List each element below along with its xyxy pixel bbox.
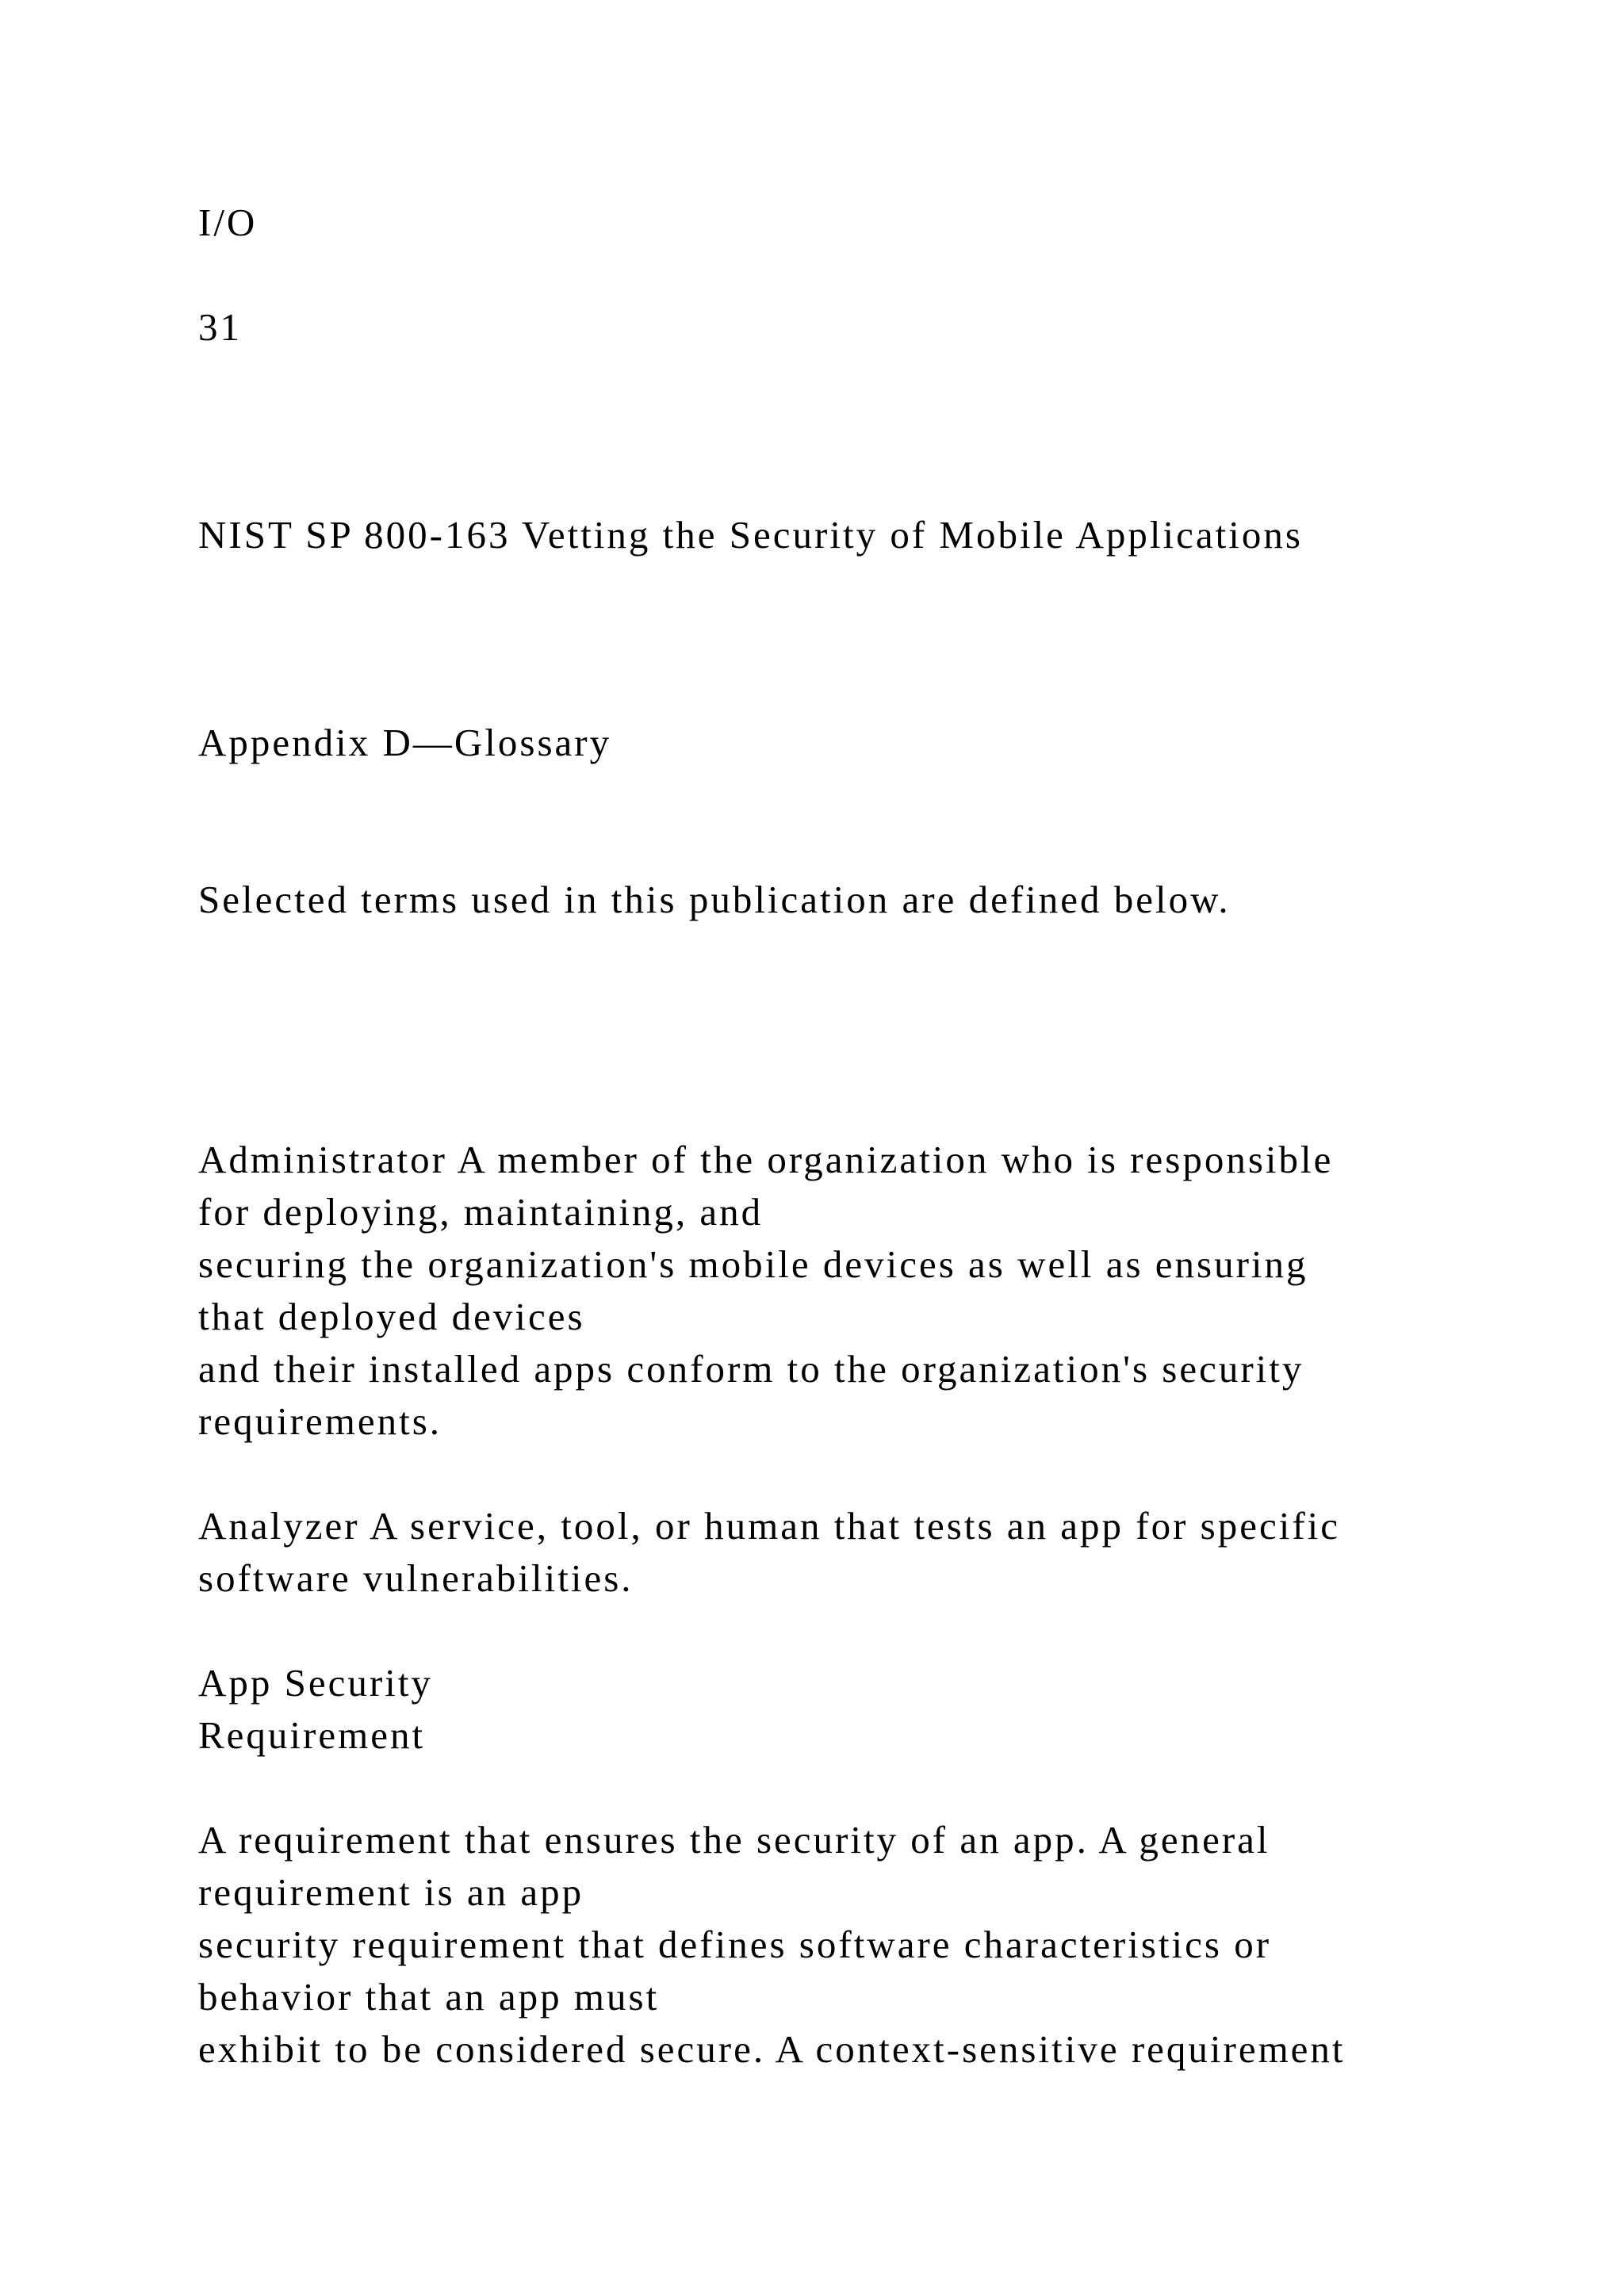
glossary-intro: Selected terms used in this publication are defined below. [198,878,1231,921]
document-title: NIST SP 800-163 Vetting the Security of Mobile Applications [198,513,1303,557]
glossary-line: Administrator A member of the organization who is responsible [198,1138,1334,1181]
glossary-line: that deployed devices [198,1295,585,1338]
header-label: I/O [198,201,258,244]
glossary-line: and their installed apps conform to the organization's security [198,1347,1304,1391]
section-heading: Appendix D—Glossary [198,721,612,764]
glossary-term: App Security [198,1661,433,1705]
glossary-line: for deploying, maintaining, and [198,1190,764,1234]
glossary-line: Analyzer A service, tool, or human that tests an app for specific [198,1504,1341,1548]
glossary-line: requirements. [198,1399,442,1443]
glossary-line: behavior that an app must [198,1975,660,2019]
glossary-line: exhibit to be considered secure. A context-sensitive requirement [198,2027,1346,2071]
glossary-term: Requirement [198,1713,426,1757]
glossary-line: software vulnerabilities. [198,1556,634,1600]
glossary-line: A requirement that ensures the security of an app. A general [198,1818,1270,1862]
glossary-line: security requirement that defines software characteristics or [198,1923,1272,1966]
glossary-line: securing the organization's mobile devices as well as ensuring [198,1242,1308,1286]
glossary-line: requirement is an app [198,1870,584,1914]
page-number: 31 [198,305,242,349]
